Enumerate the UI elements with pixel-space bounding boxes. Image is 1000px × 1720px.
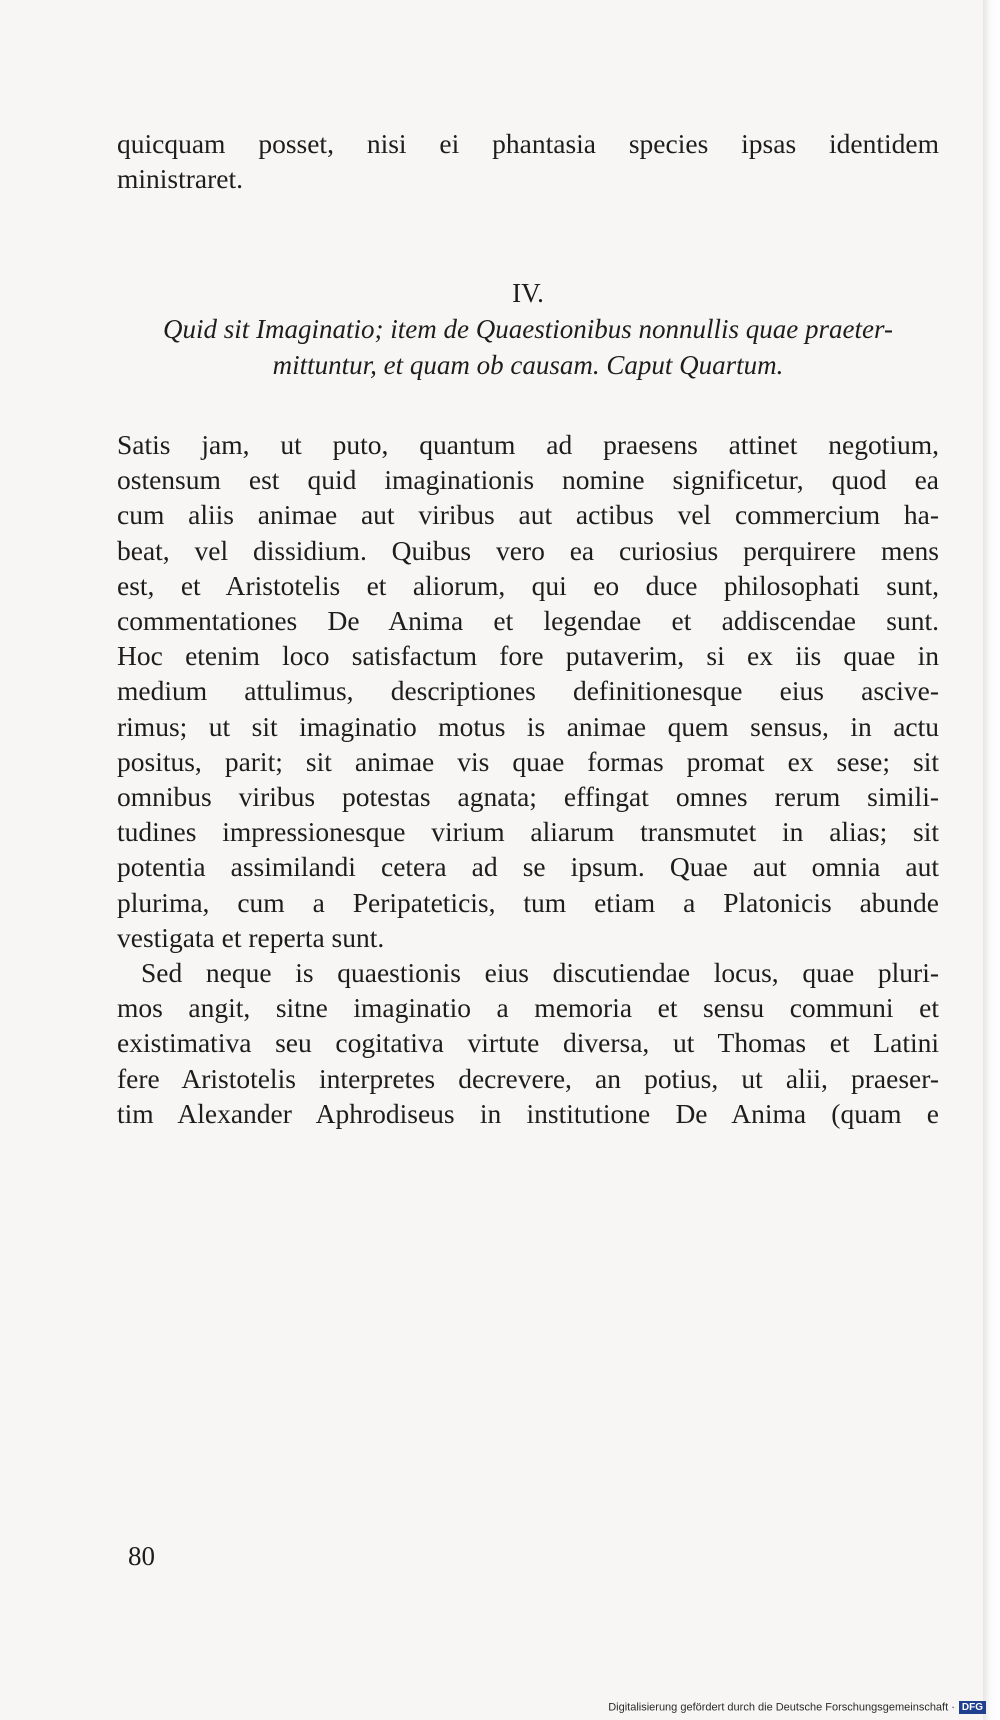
text-line: potentia assimilandi cetera ad se ipsum. Quae aut omnia aut [117, 851, 939, 883]
chapter-number: IV. [512, 278, 544, 308]
page-number: 80 [128, 1541, 155, 1571]
text-line: vestigata et reperta sunt. [117, 921, 385, 953]
text-line: Satis jam, ut puto, quantum ad praesens attinet negotium, [117, 429, 939, 460]
chapter-title-line: Quid sit Imaginatio; item de Quaestionibus nonnullis quae praeter- [163, 314, 893, 344]
text-line: plurima, cum a Peripateticis, tum etiam a Platonicis abunde [117, 886, 939, 918]
dfg-logo: DFG [959, 1701, 986, 1714]
text-line: beat, vel dissidium. Quibus vero ea curiosius perquirere mens [117, 534, 939, 566]
text-line: positus, parit; sit animae vis quae formas promat ex sese; sit [117, 745, 939, 777]
text-line: Hoc etenim loco satisfactum fore putaverim, si ex iis quae in [117, 640, 939, 672]
text-line: est, et Aristotelis et aliorum, qui eo duce philosophati sunt, [117, 569, 939, 601]
text-line: cum aliis animae aut viribus aut actibus vel commercium ha- [117, 499, 939, 531]
text-line: ministraret. [117, 163, 244, 195]
top-paragraph [117, 126, 939, 196]
text-line: tudines impressionesque virium aliarum transmutet in alias; sit [117, 816, 939, 848]
text-line: rimus; ut sit imaginatio motus is animae quem sensus, in actu [117, 710, 939, 742]
paragraph-2 [117, 955, 939, 1131]
chapter-title-line: mittuntur, et quam ob causam. Caput Quartum. [272, 350, 784, 380]
text-line: commentationes De Anima et legendae et addiscendae sunt. [117, 605, 939, 637]
paragraph-1 [117, 427, 939, 955]
text-line: Sed neque is quaestionis eius discutiendae locus, quae pluri- [141, 957, 939, 988]
text-line: existimativa seu cogitativa virtute diversa, ut Thomas et Latini [117, 1027, 939, 1059]
text-line: ostensum est quid imaginationis nomine significetur, quod ea [117, 464, 939, 496]
text-line: medium attulimus, descriptiones definitionesque eius ascive- [117, 675, 939, 707]
text-line: quicquam posset, nisi ei phantasia species ipsas identidem [117, 128, 939, 159]
chapter-title [117, 311, 939, 383]
text-line: tim Alexander Aphrodiseus in institutione De Anima (quam e [117, 1097, 939, 1129]
digitization-footer [608, 1701, 986, 1714]
text-line: mos angit, sitne imaginatio a memoria et sensu communi et [117, 992, 939, 1024]
footer-text: Digitalisierung gefördert durch die Deutsche Forschungsgemeinschaft · [608, 1701, 955, 1714]
page-edge [983, 0, 1000, 1720]
text-line: omnibus viribus potestas agnata; effingat omnes rerum simili- [117, 781, 939, 813]
text-line: fere Aristotelis interpretes decrevere, an potius, ut alii, praeser- [117, 1062, 939, 1094]
